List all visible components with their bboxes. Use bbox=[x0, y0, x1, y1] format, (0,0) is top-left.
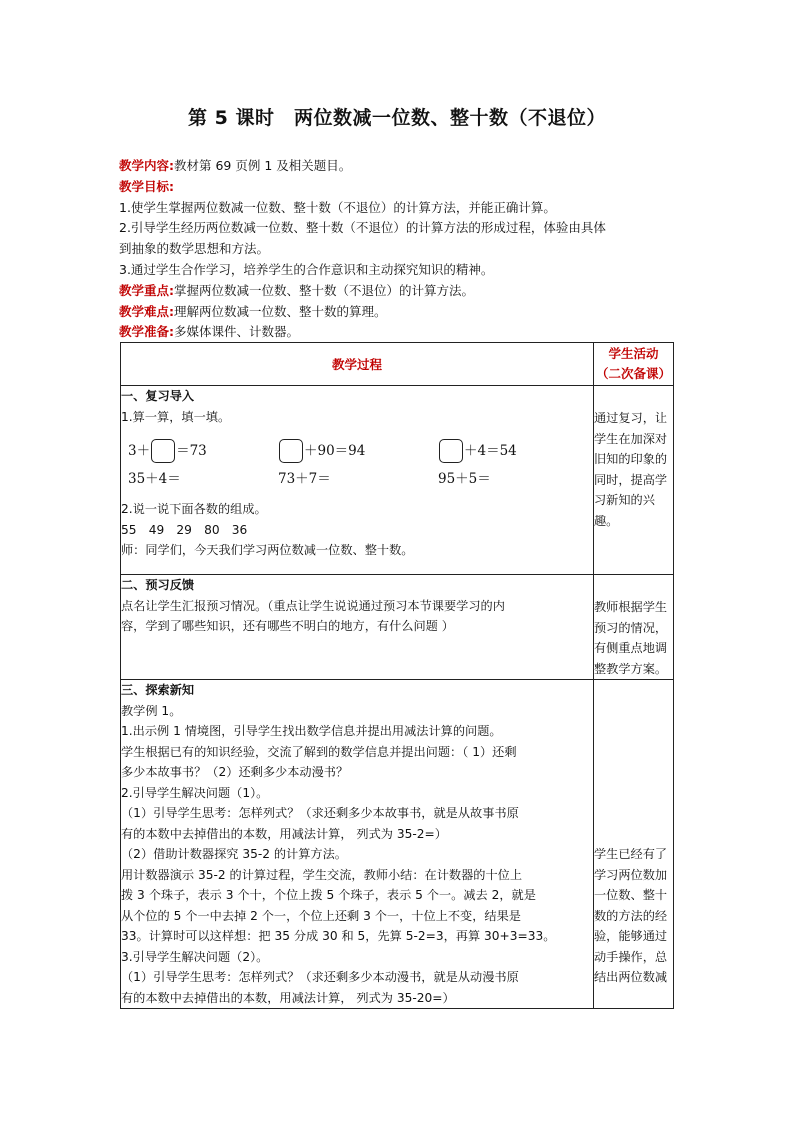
goal-3: 3.通过学生合作学习，培养学生的合作意识和主动探究知识的精神。 bbox=[119, 261, 494, 277]
s3-line-2: 1.出示例 1 情境图，引导学生找出数学信息并提出用减法计算的问题。 bbox=[121, 724, 502, 738]
key-label: 教学重点: bbox=[119, 282, 174, 298]
equation-row-2 bbox=[128, 467, 593, 491]
section-1-heading: 一、复习导入 bbox=[121, 389, 195, 403]
col-side-header bbox=[594, 343, 674, 386]
difficult-label: 教学难点: bbox=[119, 303, 174, 319]
col-main-header: 教学过程 bbox=[121, 343, 594, 386]
content-line bbox=[119, 156, 679, 177]
equation-2c: 95＋5＝ bbox=[438, 470, 491, 487]
s3-line-5: 2.引导学生解决问题（1）。 bbox=[121, 785, 269, 800]
s3-line-9: 用计数器演示 35-2 的计算过程，学生交流，教师小结：在计数器的十位上 bbox=[121, 867, 523, 882]
page-title: 第 5 课时 两位数减一位数、整十数（不退位） bbox=[188, 107, 606, 129]
s3-line-13: 3.引导学生解决问题（2）。 bbox=[121, 949, 269, 964]
section-2-side: 教师根据学生预习的情况，有侧重点地调整教学方案。 bbox=[594, 575, 674, 680]
equation-1a: 3＋ ＝73 bbox=[128, 439, 278, 463]
equation-1c: ＋4＝54 bbox=[438, 439, 593, 463]
goal-2b: 到抽象的数学思想和方法。 bbox=[119, 241, 270, 257]
answer-box[interactable] bbox=[151, 439, 175, 463]
goal-2a: 2.引导学生经历两位数减一位数、整十数（不退位）的计算方法的形成过程，体验由具体 bbox=[119, 220, 606, 236]
answer-box[interactable] bbox=[279, 439, 303, 463]
goals-label: 教学目标: bbox=[119, 178, 174, 194]
s1-teacher: 师：同学们，今天我们学习两位数减一位数、整十数。 bbox=[121, 543, 414, 557]
prep-label: 教学准备: bbox=[119, 324, 174, 340]
s3-line-4: 多少本故事书？（2）还剩多少本动漫书？ bbox=[121, 765, 349, 779]
s1-q1: 1.算一算，填一填。 bbox=[121, 409, 231, 424]
difficult-line bbox=[119, 302, 679, 323]
section-2-heading: 二、预习反馈 bbox=[121, 578, 195, 592]
section-3-heading: 三、探索新知 bbox=[121, 683, 195, 697]
s2-line-2: 容，学到了哪些知识，还有哪些不明白的地方，有什么问题 ） bbox=[121, 619, 454, 633]
s3-line-11: 从个位的 5 个一中去掉 2 个一，个位上还剩 3 个一，十位上不变，结果是 bbox=[121, 908, 521, 923]
s3-line-14: （1）引导学生思考：怎样列式？（求还剩多少本动漫书，就是从动漫书原 bbox=[121, 970, 519, 984]
section-3-side: 学生已经有了学习两位数加一位数、整十数的方法的经验，能够通过动手操作，总结出两位数减 bbox=[594, 680, 674, 1009]
s3-line-1: 教学例 1。 bbox=[121, 703, 182, 718]
table-header-row bbox=[121, 343, 674, 386]
key-text: 掌握两位数减一位数、整十数（不退位）的计算方法。 bbox=[174, 282, 475, 298]
goals-line bbox=[119, 177, 679, 198]
prep-text: 多媒体课件、计数器。 bbox=[174, 324, 300, 340]
section-1-side: 通过复习，让学生在加深对旧知的印象的同时，提高学习新知的兴趣。 bbox=[594, 386, 674, 575]
s3-line-10: 拨 3 个珠子，表示 3 个十，个位上拨 5 个珠子，表示 5 个一。减去 2，就是 bbox=[121, 888, 536, 902]
section-1-main bbox=[121, 386, 594, 575]
lesson-header bbox=[119, 156, 679, 343]
s2-line-1: 点名让学生汇报预习情况。（重点让学生说说通过预习本节课要学习的内 bbox=[121, 598, 505, 613]
s3-line-15: 有的本数中去掉借出的本数，用减法计算， 列式为 35-20=） bbox=[121, 990, 455, 1005]
equation-row-1 bbox=[128, 437, 593, 465]
difficult-text: 理解两位数减一位数、整十数的算理。 bbox=[174, 303, 387, 319]
lesson-table bbox=[120, 342, 674, 1009]
equation-1b: ＋90＝94 bbox=[278, 439, 438, 463]
answer-box[interactable] bbox=[439, 439, 463, 463]
prep-line bbox=[119, 322, 679, 343]
s3-line-3: 学生根据已有的知识经验，交流了解到的数学信息并提出问题：（ 1）还剩 bbox=[121, 744, 517, 759]
equation-2b: 73＋7＝ bbox=[278, 470, 331, 487]
s3-line-12: 33。计算时可以这样想：把 35 分成 30 和 5，先算 5-2=3，再算 30+3=33。 bbox=[121, 929, 556, 943]
s3-line-8: （2）借助计数器探究 35-2 的计算方法。 bbox=[121, 847, 347, 861]
col-side-header-1: 学生活动 bbox=[608, 346, 659, 361]
section-2-row bbox=[121, 575, 674, 680]
section-3-row bbox=[121, 680, 674, 1009]
equation-2a: 35＋4＝ bbox=[128, 470, 181, 487]
s1-q2: 2.说一说下面各数的组成。 bbox=[121, 502, 267, 516]
section-1-row bbox=[121, 386, 674, 575]
section-2-main bbox=[121, 575, 594, 680]
section-3-main bbox=[121, 680, 594, 1009]
content-text: 教材第 69 页例 1 及相关题目。 bbox=[174, 158, 352, 173]
s1-numbers: 55 49 29 80 36 bbox=[121, 522, 248, 537]
content-label: 教学内容: bbox=[119, 158, 174, 173]
col-side-header-2: （二次备课） bbox=[595, 366, 671, 381]
key-line bbox=[119, 281, 679, 302]
goal-1: 1.使学生掌握两位数减一位数、整十数（不退位）的计算方法，并能正确计算。 bbox=[119, 199, 556, 215]
s3-line-6: （1）引导学生思考：怎样列式？（求还剩多少本故事书，就是从故事书原 bbox=[121, 806, 519, 820]
s3-line-7: 有的本数中去掉借出的本数，用减法计算， 列式为 35-2=） bbox=[121, 826, 447, 841]
